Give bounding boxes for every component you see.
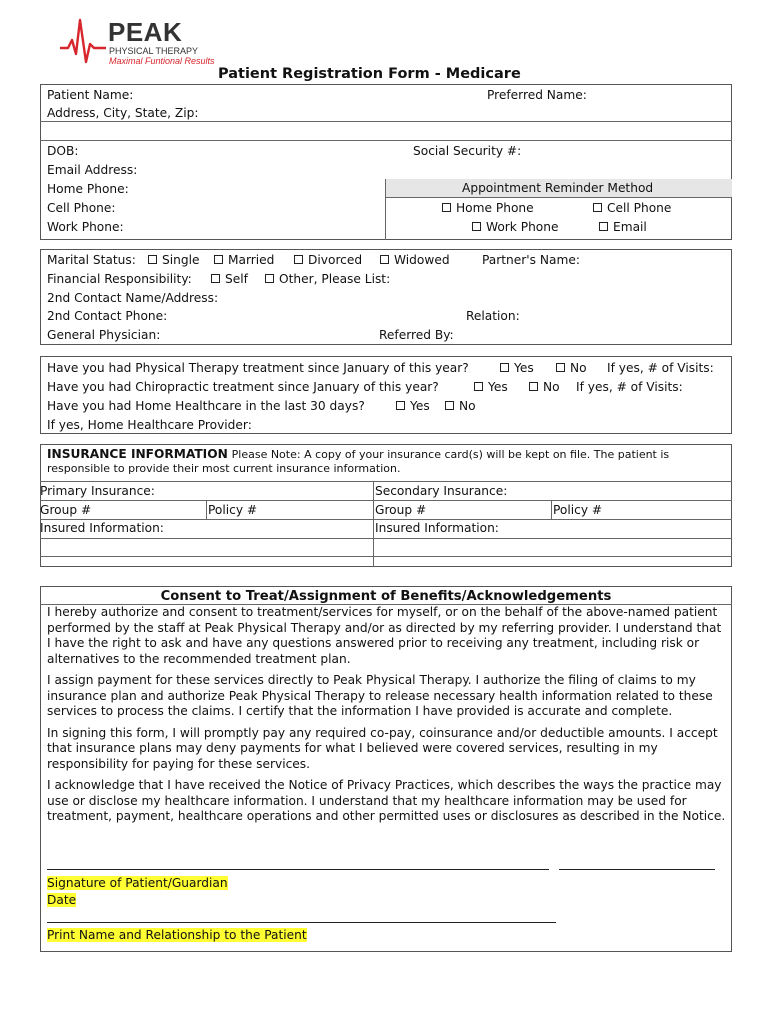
- checkbox-icon[interactable]: [556, 363, 565, 372]
- chiro-visits-field[interactable]: If yes, # of Visits:: [576, 380, 683, 394]
- print-name-label: Print Name and Relationship to the Patient: [47, 928, 307, 942]
- reminder-email-option[interactable]: Email: [599, 220, 647, 234]
- consent-paragraph: I assign payment for these services directly to Peak Physical Therapy. I authorize the filing of claims to my insurance plan and authorize Peak Physical Therapy to release necessary health information related to these services to process the claims. I certify that the information I have provided is accurate and complete.: [47, 673, 713, 718]
- insurance-note-1: Please Note: A copy of your insurance card(s) will be kept on file. The patient is: [231, 448, 670, 461]
- home-phone-field[interactable]: Home Phone:: [47, 182, 129, 196]
- date-label: Date: [47, 893, 77, 907]
- work-phone-field[interactable]: Work Phone:: [47, 220, 124, 234]
- insurance-heading: INSURANCE INFORMATION: [47, 447, 228, 461]
- financial-label: Financial Responsibility:: [47, 272, 192, 286]
- print-name-line[interactable]: [47, 922, 556, 923]
- consent-text: [47, 605, 727, 831]
- checkbox-icon[interactable]: [445, 401, 454, 410]
- secondary-insured-field[interactable]: Insured Information:: [375, 521, 499, 535]
- dob-field[interactable]: DOB:: [47, 144, 79, 158]
- insurance-heading-line: [47, 447, 669, 461]
- patient-name-field[interactable]: Patient Name:: [47, 88, 134, 102]
- reminder-work-option[interactable]: Work Phone: [472, 220, 559, 234]
- partner-name-field[interactable]: Partner's Name:: [482, 253, 580, 267]
- secondary-group-field[interactable]: Group #: [375, 503, 427, 517]
- primary-insurance-field[interactable]: Primary Insurance:: [40, 484, 155, 498]
- marital-married[interactable]: Married: [214, 253, 274, 267]
- home-health-yes[interactable]: Yes: [396, 399, 430, 413]
- checkbox-icon[interactable]: [396, 401, 405, 410]
- home-health-no[interactable]: No: [445, 399, 476, 413]
- signature-label: Signature of Patient/Guardian: [47, 876, 228, 890]
- checkbox-icon[interactable]: [593, 203, 602, 212]
- signature-line[interactable]: [47, 869, 549, 870]
- checkbox-icon[interactable]: [599, 222, 608, 231]
- insurance-note-2: responsible to provide their most current insurance information.: [47, 462, 401, 475]
- ssn-field[interactable]: Social Security #:: [413, 144, 522, 158]
- home-health-provider-field[interactable]: If yes, Home Healthcare Provider:: [47, 418, 252, 432]
- consent-paragraph: In signing this form, I will promptly pay any required co-pay, coinsurance and/or deductible amounts. I accept that insurance plans may deny payments for what I believed were covered services, resulting in my responsibility for paying for these services.: [47, 725, 718, 771]
- pt-visits-field[interactable]: If yes, # of Visits:: [607, 361, 714, 375]
- physician-field[interactable]: General Physician:: [47, 328, 161, 342]
- chiro-no[interactable]: No: [529, 380, 560, 394]
- logo: [58, 14, 228, 70]
- pt-question: Have you had Physical Therapy treatment since January of this year?: [47, 361, 469, 375]
- pt-no[interactable]: No: [556, 361, 587, 375]
- form-title: Patient Registration Form - Medicare: [218, 66, 521, 82]
- logo-tagline: Maximal Funtional Results: [109, 56, 215, 66]
- preferred-name-field[interactable]: Preferred Name:: [487, 88, 587, 102]
- checkbox-icon[interactable]: [472, 222, 481, 231]
- consent-heading: Consent to Treat/Assignment of Benefits/Acknowledgements: [160, 589, 612, 604]
- contact2-phone-field[interactable]: 2nd Contact Phone:: [47, 309, 168, 323]
- date-line[interactable]: [559, 869, 715, 870]
- cell-phone-field[interactable]: Cell Phone:: [47, 201, 116, 215]
- checkbox-icon[interactable]: [214, 255, 223, 264]
- checkbox-icon[interactable]: [211, 274, 220, 283]
- checkbox-icon[interactable]: [442, 203, 451, 212]
- pt-yes[interactable]: Yes: [500, 361, 534, 375]
- checkbox-icon[interactable]: [294, 255, 303, 264]
- marital-widowed[interactable]: Widowed: [380, 253, 450, 267]
- checkbox-icon[interactable]: [529, 382, 538, 391]
- reminder-cell-option[interactable]: Cell Phone: [593, 201, 671, 215]
- primary-group-field[interactable]: Group #: [40, 503, 92, 517]
- home-health-question: Have you had Home Healthcare in the last 30 days?: [47, 399, 365, 413]
- logo-subtitle: PHYSICAL THERAPY: [109, 46, 199, 56]
- checkbox-icon[interactable]: [380, 255, 389, 264]
- marital-divorced[interactable]: Divorced: [294, 253, 362, 267]
- reminder-title: Appointment Reminder Method: [462, 181, 654, 195]
- checkbox-icon[interactable]: [474, 382, 483, 391]
- checkbox-icon[interactable]: [500, 363, 509, 372]
- secondary-policy-field[interactable]: Policy #: [553, 503, 603, 517]
- consent-paragraph: I hereby authorize and consent to treatment/services for myself, or on the behalf of the above-named patient performed by the staff at Peak Physical Therapy and/or as directed by my referring provider. I understand that I have the right to ask and have any questions answered prior to receiving any treatment, including risk or alternatives to the recommended treatment plan.: [47, 605, 722, 666]
- chiro-question: Have you had Chiropractic treatment since January of this year?: [47, 380, 439, 394]
- secondary-insurance-field[interactable]: Secondary Insurance:: [375, 484, 508, 498]
- contact2-field[interactable]: 2nd Contact Name/Address:: [47, 291, 219, 305]
- referred-field[interactable]: Referred By:: [379, 328, 454, 342]
- consent-paragraph: I acknowledge that I have received the Notice of Privacy Practices, which describes the ways the practice may use or disclose my healthcare information. I understand that my healthcare information may be used for treatment, payment, healthcare operations and other permitted uses or disclosures as described in the Notice.: [47, 778, 726, 823]
- logo-name: PEAK: [108, 17, 183, 47]
- relation-field[interactable]: Relation:: [466, 309, 520, 323]
- primary-insured-field[interactable]: Insured Information:: [40, 521, 164, 535]
- heartbeat-logo-icon: [58, 14, 108, 70]
- marital-label: Marital Status:: [47, 253, 136, 267]
- email-field[interactable]: Email Address:: [47, 163, 138, 177]
- address-field[interactable]: Address, City, State, Zip:: [47, 106, 199, 120]
- marital-single[interactable]: Single: [148, 253, 199, 267]
- reminder-home-option[interactable]: Home Phone: [442, 201, 534, 215]
- financial-other[interactable]: Other, Please List:: [265, 272, 390, 286]
- financial-self[interactable]: Self: [211, 272, 248, 286]
- checkbox-icon[interactable]: [148, 255, 157, 264]
- chiro-yes[interactable]: Yes: [474, 380, 508, 394]
- primary-policy-field[interactable]: Policy #: [208, 503, 258, 517]
- checkbox-icon[interactable]: [265, 274, 274, 283]
